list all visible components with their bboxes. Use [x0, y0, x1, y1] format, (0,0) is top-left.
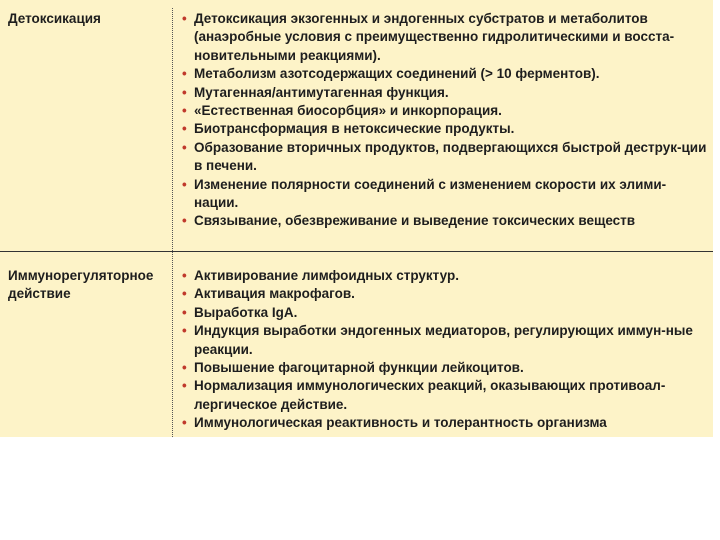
list-item — [180, 139, 710, 176]
bullet-icon: • — [182, 323, 187, 339]
list-item — [180, 176, 710, 213]
bullet-icon: • — [182, 176, 187, 192]
list-item — [180, 359, 710, 377]
list-item — [180, 285, 710, 303]
bullet-icon: • — [182, 121, 187, 137]
bullet-icon: • — [182, 415, 187, 431]
list-item — [180, 377, 710, 414]
bullet-icon: • — [182, 11, 187, 26]
item-text: Детоксикация экзогенных и эндогенных субстратов и метаболитов (анаэробные условия с преимущественно гидролитическими и восста-новительными реакциями). — [194, 11, 675, 63]
item-list — [180, 267, 710, 433]
list-item — [180, 414, 710, 432]
item-text: Изменение полярности соединений с изменением скорости их элими-нации. — [194, 176, 667, 211]
list-item — [180, 84, 710, 102]
item-text: Биотрансформация в нетоксические продукты. — [194, 121, 515, 137]
list-item — [180, 65, 710, 83]
item-text: Связывание, обезвреживание и выведение токсических веществ — [194, 213, 636, 229]
item-list — [180, 10, 710, 231]
bullet-icon: • — [182, 66, 187, 82]
table-row — [0, 257, 713, 437]
list-item — [180, 212, 710, 230]
row-category: Детоксикация — [8, 11, 101, 26]
item-text: Повышение фагоцитарной функции лейкоцитов. — [194, 360, 524, 376]
bullet-icon: • — [182, 103, 187, 119]
item-text: Активирование лимфоидных структур. — [194, 268, 459, 283]
list-item — [180, 304, 710, 322]
item-text: Выработка IgA. — [194, 304, 298, 320]
list-item — [180, 322, 710, 359]
row-category: Иммунорегуляторное действие — [8, 268, 154, 301]
bullet-icon: • — [182, 360, 187, 376]
item-text: Индукция выработки эндогенных медиаторов, регулирующих иммун-ные реакции. — [194, 323, 693, 357]
item-text: Метаболизм азотсодержащих соединений (> 10 ферментов). — [194, 66, 600, 82]
bullet-icon: • — [182, 304, 187, 320]
row-divider — [0, 251, 713, 252]
bullet-icon: • — [182, 84, 187, 100]
table-row — [0, 0, 713, 250]
list-item — [180, 267, 710, 285]
item-text: Нормализация иммунологических реакций, оказывающих противоал-лергическое действие. — [194, 378, 666, 412]
list-item — [180, 102, 710, 120]
bullet-icon: • — [182, 268, 187, 283]
bullet-icon: • — [182, 213, 187, 229]
bullet-icon: • — [182, 139, 187, 155]
column-divider — [172, 8, 173, 437]
list-item — [180, 120, 710, 138]
list-item — [180, 10, 710, 65]
item-text: Образование вторичных продуктов, подвергающихся быстрой деструк-ции в печени. — [194, 139, 707, 174]
item-text: Иммунологическая реактивность и толерантность организма — [194, 415, 607, 431]
item-text: Активация макрофагов. — [194, 286, 355, 302]
bullet-icon: • — [182, 286, 187, 302]
item-text: «Естественная биосорбция» и инкорпорация. — [194, 103, 502, 119]
bullet-icon: • — [182, 378, 187, 394]
item-text: Мутагенная/антимутагенная функция. — [194, 84, 449, 100]
